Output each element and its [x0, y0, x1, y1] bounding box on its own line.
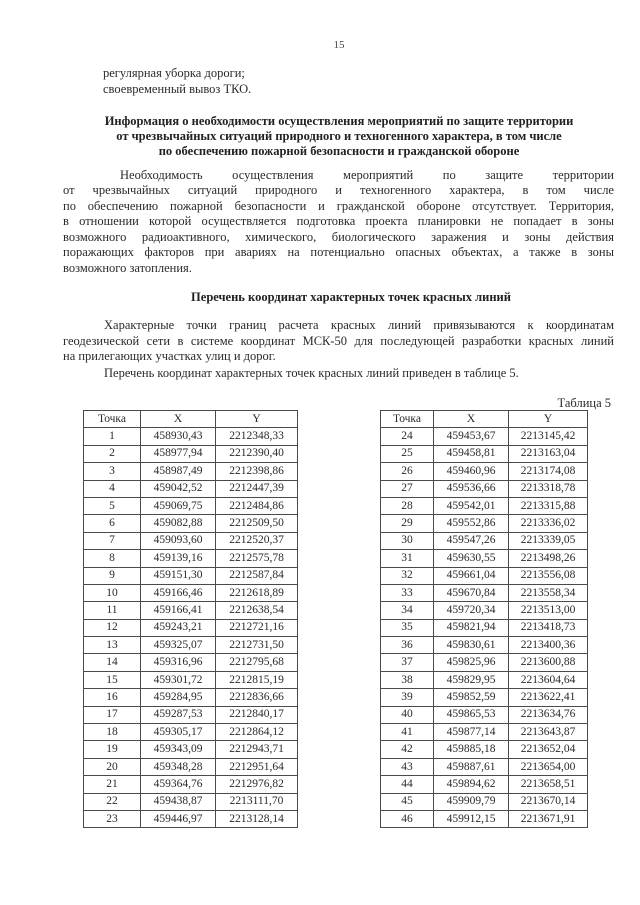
- table-row: [84, 637, 298, 654]
- cell-x: 459305,17: [141, 724, 216, 741]
- table-row: [381, 810, 588, 827]
- cell-x: 459325,07: [141, 637, 216, 654]
- cell-y: 2213600,88: [509, 654, 588, 671]
- cell-point: 4: [84, 480, 141, 497]
- cell-point: 45: [381, 793, 434, 810]
- table-row: [84, 515, 298, 532]
- table-row: [381, 584, 588, 601]
- table-row: [381, 532, 588, 549]
- cell-x: 459166,41: [141, 602, 216, 619]
- cell-y: 2213111,70: [216, 793, 298, 810]
- cell-point: 28: [381, 497, 434, 514]
- cell-x: 459670,84: [434, 584, 509, 601]
- cell-x: 459720,34: [434, 602, 509, 619]
- cell-point: 6: [84, 515, 141, 532]
- cell-x: 459885,18: [434, 741, 509, 758]
- cell-point: 36: [381, 637, 434, 654]
- cell-y: 2213339,05: [509, 532, 588, 549]
- cell-y: 2213652,04: [509, 741, 588, 758]
- table-row: [381, 671, 588, 688]
- cell-y: 2212840,17: [216, 706, 298, 723]
- cell-point: 7: [84, 532, 141, 549]
- table-row: [381, 776, 588, 793]
- cell-point: 33: [381, 584, 434, 601]
- table-row: [84, 619, 298, 636]
- cell-y: 2212575,78: [216, 550, 298, 567]
- cell-point: 16: [84, 689, 141, 706]
- table-row: [84, 428, 298, 445]
- cell-y: 2213654,00: [509, 758, 588, 775]
- table-row: [84, 793, 298, 810]
- table-row: [84, 758, 298, 775]
- cell-x: 459243,21: [141, 619, 216, 636]
- paragraph-line: поражающих факторов при авариях на потенциально опасных объектах, а также в зоны: [63, 245, 614, 259]
- coordinates-table-right: [380, 410, 588, 828]
- cell-y: 2213336,02: [509, 515, 588, 532]
- table-row: [84, 497, 298, 514]
- cell-y: 2212390,40: [216, 445, 298, 462]
- table-row: [381, 497, 588, 514]
- table-row: [84, 463, 298, 480]
- cell-x: 459825,96: [434, 654, 509, 671]
- cell-point: 29: [381, 515, 434, 532]
- table-row: [84, 741, 298, 758]
- table-row: [381, 567, 588, 584]
- cell-point: 25: [381, 445, 434, 462]
- cell-y: 2212731,50: [216, 637, 298, 654]
- cell-y: 2213643,87: [509, 724, 588, 741]
- cell-x: 459852,59: [434, 689, 509, 706]
- table-row: [381, 741, 588, 758]
- cell-y: 2212509,50: [216, 515, 298, 532]
- cell-y: 2212795,68: [216, 654, 298, 671]
- cell-point: 20: [84, 758, 141, 775]
- cell-point: 24: [381, 428, 434, 445]
- cell-point: 11: [84, 602, 141, 619]
- cell-x: 459093,60: [141, 532, 216, 549]
- paragraph-line: от чрезвычайных ситуаций природного и техногенного характера, в том числе: [63, 183, 614, 197]
- cell-x: 459821,94: [434, 619, 509, 636]
- cell-x: 459438,87: [141, 793, 216, 810]
- cell-y: 2213658,51: [509, 776, 588, 793]
- cell-x: 459446,97: [141, 810, 216, 827]
- table-row: [381, 428, 588, 445]
- table-row: [84, 671, 298, 688]
- cell-point: 19: [84, 741, 141, 758]
- table-row: [381, 689, 588, 706]
- cell-x: 459830,61: [434, 637, 509, 654]
- cell-x: 459343,09: [141, 741, 216, 758]
- paragraph-line: на прилегающих участках улиц и дорог.: [63, 349, 276, 363]
- cell-point: 23: [84, 810, 141, 827]
- cell-y: 2213671,91: [509, 810, 588, 827]
- column-header-x: X: [141, 411, 216, 428]
- cell-y: 2213622,41: [509, 689, 588, 706]
- cell-y: 2213670,14: [509, 793, 588, 810]
- cell-y: 2212520,37: [216, 532, 298, 549]
- cell-point: 10: [84, 584, 141, 601]
- table-row: [381, 654, 588, 671]
- header-row: [84, 411, 298, 428]
- cell-x: 458977,94: [141, 445, 216, 462]
- cell-x: 459909,79: [434, 793, 509, 810]
- table-row: [84, 567, 298, 584]
- table-row: [381, 550, 588, 567]
- cell-point: 21: [84, 776, 141, 793]
- table-row: [381, 706, 588, 723]
- cell-point: 30: [381, 532, 434, 549]
- column-header-x: X: [434, 411, 509, 428]
- cell-point: 31: [381, 550, 434, 567]
- cell-y: 2212721,16: [216, 619, 298, 636]
- cell-x: 459453,67: [434, 428, 509, 445]
- cell-point: 43: [381, 758, 434, 775]
- cell-x: 459284,95: [141, 689, 216, 706]
- paragraph-line: геодезической сети в системе координат МСК-50 для последующей разработки красных линий: [63, 334, 614, 348]
- cell-x: 459552,86: [434, 515, 509, 532]
- cell-x: 458987,49: [141, 463, 216, 480]
- table-row: [84, 776, 298, 793]
- cell-point: 22: [84, 793, 141, 810]
- cell-point: 14: [84, 654, 141, 671]
- table-row: [84, 532, 298, 549]
- table-row: [84, 584, 298, 601]
- table-row: [381, 793, 588, 810]
- cell-y: 2212836,66: [216, 689, 298, 706]
- heading-line: от чрезвычайных ситуаций природного и техногенного характера, в том числе: [116, 129, 562, 143]
- cell-point: 40: [381, 706, 434, 723]
- cell-x: 459894,62: [434, 776, 509, 793]
- cell-point: 8: [84, 550, 141, 567]
- cell-y: 2212638,54: [216, 602, 298, 619]
- cell-point: 12: [84, 619, 141, 636]
- column-header-point: Точка: [84, 411, 141, 428]
- cell-y: 2212976,82: [216, 776, 298, 793]
- cell-point: 13: [84, 637, 141, 654]
- cell-x: 459301,72: [141, 671, 216, 688]
- coordinates-heading: Перечень координат характерных точек красных линий: [191, 290, 511, 304]
- cell-x: 459865,53: [434, 706, 509, 723]
- cell-x: 459458,81: [434, 445, 509, 462]
- cell-x: 459887,61: [434, 758, 509, 775]
- cell-y: 2213604,64: [509, 671, 588, 688]
- cell-point: 46: [381, 810, 434, 827]
- column-header-point: Точка: [381, 411, 434, 428]
- table-row: [84, 602, 298, 619]
- cell-point: 41: [381, 724, 434, 741]
- table-row: [84, 706, 298, 723]
- table-row: [84, 550, 298, 567]
- cell-y: 2213400,36: [509, 637, 588, 654]
- table-row: [381, 619, 588, 636]
- cell-x: 459877,14: [434, 724, 509, 741]
- heading-line: по обеспечению пожарной безопасности и гражданской обороне: [158, 144, 520, 158]
- cell-x: 459139,16: [141, 550, 216, 567]
- heading-line: Информация о необходимости осуществления мероприятий по защите территории: [104, 114, 574, 128]
- cell-x: 459829,95: [434, 671, 509, 688]
- table-row: [381, 480, 588, 497]
- cell-y: 2212943,71: [216, 741, 298, 758]
- cell-y: 2212951,64: [216, 758, 298, 775]
- cell-y: 2213418,73: [509, 619, 588, 636]
- cell-y: 2213145,42: [509, 428, 588, 445]
- cell-y: 2212618,89: [216, 584, 298, 601]
- table-row: [381, 515, 588, 532]
- list-item: своевременный вывоз ТКО.: [103, 82, 252, 96]
- cell-y: 2213128,14: [216, 810, 298, 827]
- cell-x: 459069,75: [141, 497, 216, 514]
- cell-x: 459630,55: [434, 550, 509, 567]
- cell-point: 2: [84, 445, 141, 462]
- cell-point: 26: [381, 463, 434, 480]
- cell-point: 38: [381, 671, 434, 688]
- cell-point: 18: [84, 724, 141, 741]
- cell-point: 27: [381, 480, 434, 497]
- cell-y: 2213634,76: [509, 706, 588, 723]
- table-row: [381, 445, 588, 462]
- cell-y: 2213318,78: [509, 480, 588, 497]
- cell-point: 42: [381, 741, 434, 758]
- cell-x: 458930,43: [141, 428, 216, 445]
- cell-y: 2213556,08: [509, 567, 588, 584]
- cell-y: 2212447,39: [216, 480, 298, 497]
- table-row: [381, 724, 588, 741]
- cell-x: 459536,66: [434, 480, 509, 497]
- column-header-y: Y: [216, 411, 298, 428]
- list-item: регулярная уборка дороги;: [103, 66, 245, 80]
- cell-x: 459547,26: [434, 532, 509, 549]
- paragraph-line: возможного затопления.: [63, 261, 192, 275]
- cell-y: 2212815,19: [216, 671, 298, 688]
- cell-y: 2213498,26: [509, 550, 588, 567]
- cell-x: 459348,28: [141, 758, 216, 775]
- paragraph-line: Необходимость осуществления мероприятий по защите территории: [120, 168, 614, 182]
- cell-y: 2213163,04: [509, 445, 588, 462]
- cell-point: 9: [84, 567, 141, 584]
- table-reference-note: Перечень координат характерных точек красных линий приведен в таблице 5.: [104, 366, 519, 380]
- cell-x: 459460,96: [434, 463, 509, 480]
- cell-y: 2213513,00: [509, 602, 588, 619]
- page-number: 15: [333, 39, 345, 51]
- cell-x: 459166,46: [141, 584, 216, 601]
- cell-y: 2213558,34: [509, 584, 588, 601]
- coordinates-table-left: [83, 410, 298, 828]
- paragraph-line: по обеспечению пожарной безопасности и гражданской обороне отсутствует. Территория,: [63, 199, 614, 213]
- cell-y: 2212587,84: [216, 567, 298, 584]
- table-row: [381, 602, 588, 619]
- cell-x: 459364,76: [141, 776, 216, 793]
- table-caption: Таблица 5: [557, 396, 611, 410]
- cell-point: 44: [381, 776, 434, 793]
- cell-x: 459082,88: [141, 515, 216, 532]
- cell-x: 459151,30: [141, 567, 216, 584]
- cell-point: 39: [381, 689, 434, 706]
- table-row: [84, 724, 298, 741]
- cell-y: 2212398,86: [216, 463, 298, 480]
- cell-y: 2212348,33: [216, 428, 298, 445]
- cell-y: 2212484,86: [216, 497, 298, 514]
- cell-point: 17: [84, 706, 141, 723]
- cell-y: 2212864,12: [216, 724, 298, 741]
- paragraph-line: в отношении которой осуществляется подготовка проекта планировки не попадает в зоны: [63, 214, 614, 228]
- table-row: [84, 689, 298, 706]
- table-row: [84, 445, 298, 462]
- cell-point: 5: [84, 497, 141, 514]
- table-row: [84, 480, 298, 497]
- paragraph-line: возможного радиоактивного, химического, биологического заражения и зоны действия: [63, 230, 614, 244]
- cell-x: 459542,01: [434, 497, 509, 514]
- cell-x: 459661,04: [434, 567, 509, 584]
- cell-x: 459316,96: [141, 654, 216, 671]
- column-header-y: Y: [509, 411, 588, 428]
- table-row: [381, 758, 588, 775]
- table-row: [381, 637, 588, 654]
- cell-x: 459042,52: [141, 480, 216, 497]
- cell-point: 34: [381, 602, 434, 619]
- cell-point: 35: [381, 619, 434, 636]
- cell-point: 37: [381, 654, 434, 671]
- cell-y: 2213174,08: [509, 463, 588, 480]
- table-row: [381, 463, 588, 480]
- cell-y: 2213315,88: [509, 497, 588, 514]
- table-row: [84, 810, 298, 827]
- cell-point: 1: [84, 428, 141, 445]
- cell-point: 3: [84, 463, 141, 480]
- cell-x: 459912,15: [434, 810, 509, 827]
- paragraph-line: Характерные точки границ расчета красных линий привязываются к координатам: [104, 318, 614, 332]
- cell-point: 15: [84, 671, 141, 688]
- header-row: [381, 411, 588, 428]
- cell-x: 459287,53: [141, 706, 216, 723]
- cell-point: 32: [381, 567, 434, 584]
- table-row: [84, 654, 298, 671]
